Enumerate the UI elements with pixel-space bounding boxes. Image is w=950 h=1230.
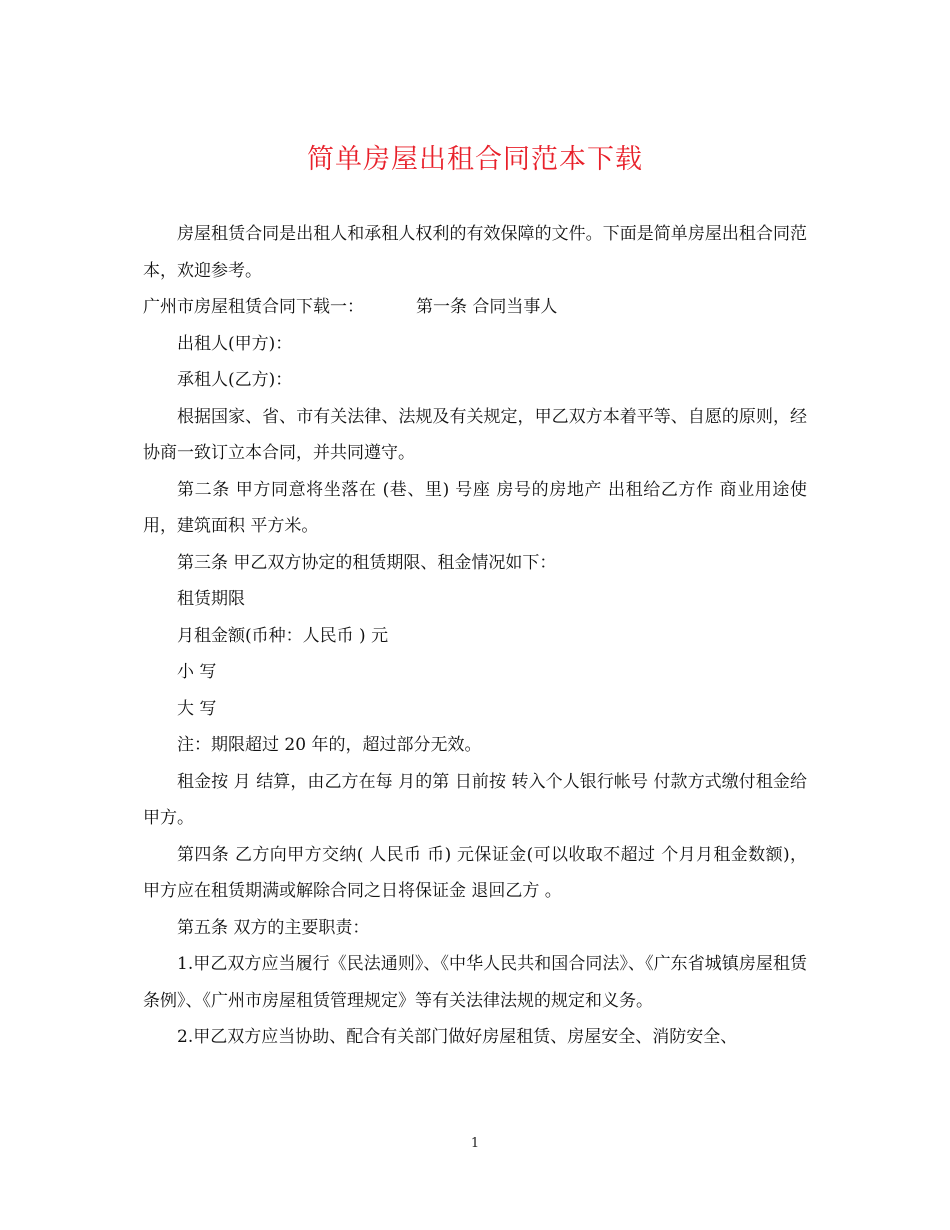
article-one-heading: 第一条 合同当事人: [416, 297, 558, 317]
note-line: 注：期限超过 20 年的，超过部分无效。: [177, 735, 482, 755]
article-four-paragraph: 第四条 乙方向甲方交纳( 人民币 币) 元保证金(可以收取不超过 个月月租金数额)，甲方应在租赁期满或解除合同之日将保证金 退回乙方 。: [143, 844, 807, 901]
monthly-rent-line: 月租金额(币种：人民币 ) 元: [177, 625, 389, 646]
intro-paragraph: 房屋租赁合同是出租人和承租人权利的有效保障的文件。下面是简单房屋出租合同范本，欢迎参考。: [143, 224, 807, 281]
duty-item-1: 1.甲乙双方应当履行《民法通则》、《中华人民共和国合同法》、《广东省城镇房屋租赁条例》、《广州市房屋租赁管理规定》等有关法律法规的规定和义务。: [143, 954, 807, 1011]
article-five-heading: 第五条 双方的主要职责：: [177, 917, 370, 938]
big-write-line: 大 写: [177, 698, 217, 719]
lease-term-line: 租赁期限: [177, 589, 245, 609]
page-number: 1: [470, 1136, 480, 1151]
article-three-paragraph: 第三条 甲乙双方协定的租赁期限、租金情况如下：: [177, 552, 557, 573]
article-two-paragraph: 第二条 甲方同意将坐落在 (巷、里) 号座 房号的房地产 出租给乙方作 商业用途使用，建筑面积 平方米。: [143, 479, 807, 536]
lessor-line: 出租人(甲方)：: [177, 333, 293, 354]
legal-basis-paragraph: 根据国家、省、市有关法律、法规及有关规定，甲乙双方本着平等、自愿的原则，经协商一致订立本合同，并共同遵守。: [143, 406, 807, 463]
document-body: [143, 216, 807, 1056]
small-write-line: 小 写: [177, 662, 217, 682]
contract-heading-row: [143, 289, 807, 326]
rent-payment-paragraph: 租金按 月 结算，由乙方在每 月的第 日前按 转入个人银行帐号 付款方式缴付租金给甲方。: [143, 771, 807, 828]
duty-item-2: 2.甲乙双方应当协助、配合有关部门做好房屋租赁、房屋安全、消防安全、: [177, 1027, 738, 1047]
lessee-line: 承租人(乙方)：: [177, 370, 293, 390]
document-title: 简单房屋出租合同范本下载: [307, 144, 643, 175]
contract-download-heading: 广州市房屋租赁合同下载一：: [143, 297, 364, 317]
